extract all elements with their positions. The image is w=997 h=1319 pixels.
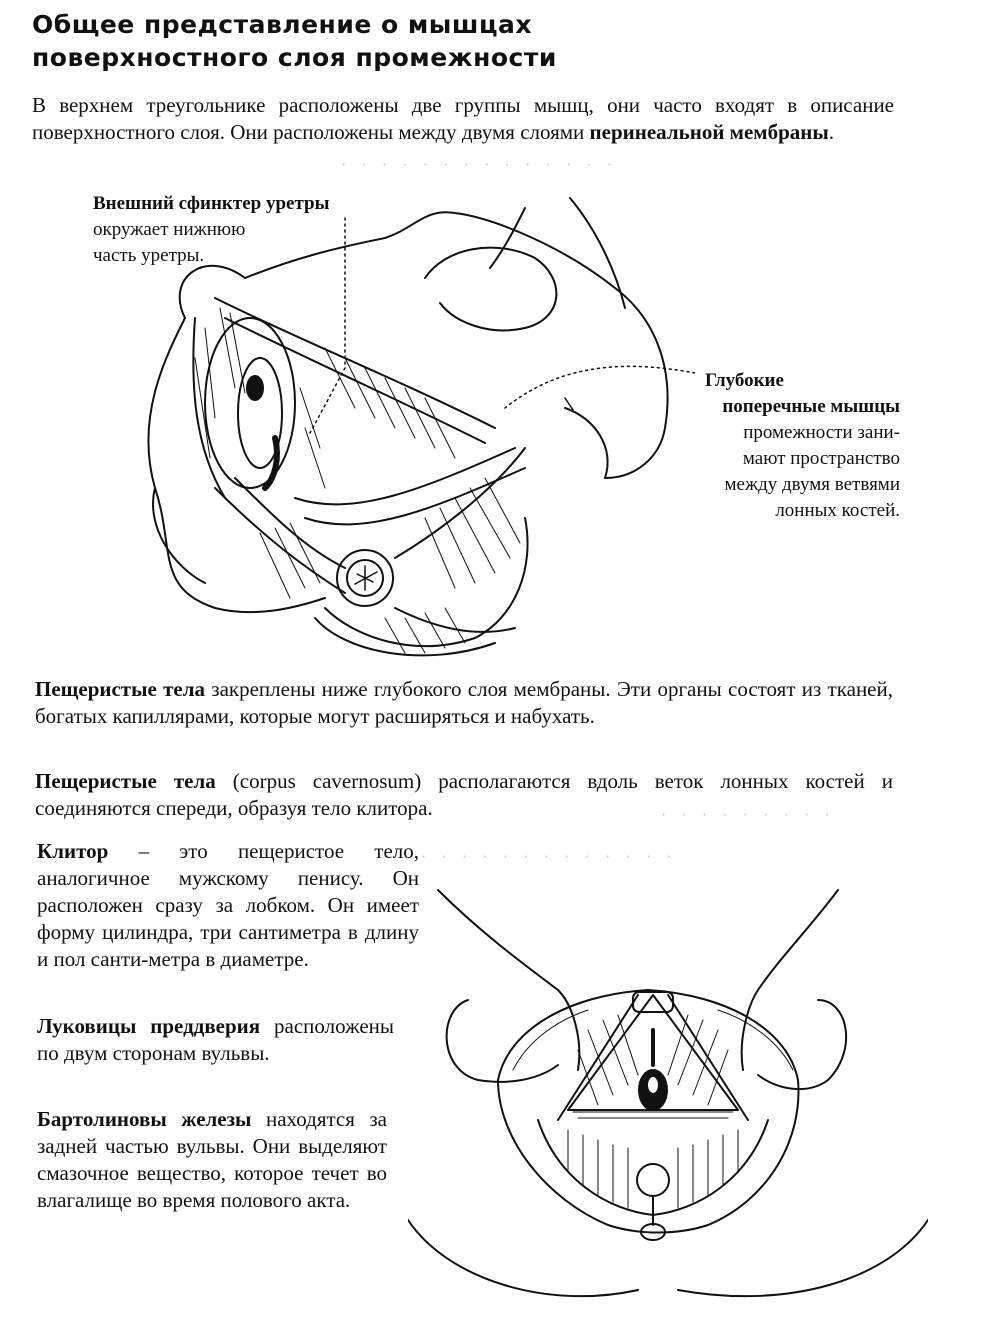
intro-end: . [828, 120, 835, 144]
p4-text: – это пещеристое тело, аналогичное мужскому пенису. Он расположен сразу за лобком. Он имеет форму цилиндра, три сантиметра в длину и пол санти-метра в диаметре. [37, 839, 419, 971]
label-external-urethral-sphincter [93, 191, 363, 269]
p5-text: расположены по двум сторонам вульвы. [37, 1014, 394, 1065]
vulva-muscles-illustration [408, 880, 928, 1310]
p3-bold: Пещеристые тела [35, 769, 216, 793]
p6-text: находятся за задней частью вульвы. Они выделяют смазочное вещество, которое течет во влагалище во время полового акта. [37, 1107, 388, 1212]
title-line-2: поверхностного слоя промежности [32, 43, 557, 72]
p4-bold: Клитор [37, 839, 109, 863]
label-deep-line-5: между двумя ветвями [724, 474, 900, 495]
p6-bold: Бартолиновы железы [37, 1107, 252, 1131]
label-urethra-bold: Внешний сфинктер уретры [93, 193, 330, 214]
label-deep-line-1: Глубокие [705, 370, 784, 391]
label-urethra-line-3: часть уретры. [93, 245, 205, 266]
intro-bold: перинеальной мембраны [589, 120, 829, 144]
p3-text: (corpus cavernosum) располагаются вдоль веток лонных костей и соединяются спереди, образуя тело клитора. [35, 769, 893, 820]
paragraph-bartholin-glands [37, 1106, 387, 1214]
p2-text: закреплены ниже глубокого слоя мембраны. Эти органы состоят из тканей, богатых капиллярами, которые могут расширяться и набухать. [35, 677, 893, 728]
label-deep-bold: поперечные мышцы [722, 396, 900, 417]
label-deep-transverse-muscles [650, 368, 900, 524]
scan-noise-3: · · · · · · · · · · · · · [420, 850, 676, 864]
scan-noise: · · · · · · · · · · · · · · [340, 158, 617, 172]
paragraph-cavernous-bodies-1 [35, 676, 893, 730]
scan-noise-2: · · · · · · · · · [660, 808, 834, 822]
intro-paragraph [32, 92, 894, 146]
paragraph-vestibular-bulbs [37, 1013, 394, 1067]
page-title [32, 8, 557, 74]
label-deep-line-3: промежности зани- [743, 422, 900, 443]
label-deep-line-4: мают пространство [742, 448, 900, 469]
p5-bold: Луковицы преддверия [37, 1014, 261, 1038]
intro-text: В верхнем треугольнике расположены две группы мышц, они часто входят в описание поверхностного слоя. Они расположены между двумя слоями [32, 93, 894, 144]
paragraph-clitoris [37, 838, 419, 973]
title-line-1: Общее представление о мышцах [32, 10, 532, 39]
label-urethra-line-2: окружает нижнюю [93, 219, 246, 240]
p2-bold: Пещеристые тела [35, 677, 206, 701]
label-deep-line-6: лонных костей. [775, 500, 900, 521]
